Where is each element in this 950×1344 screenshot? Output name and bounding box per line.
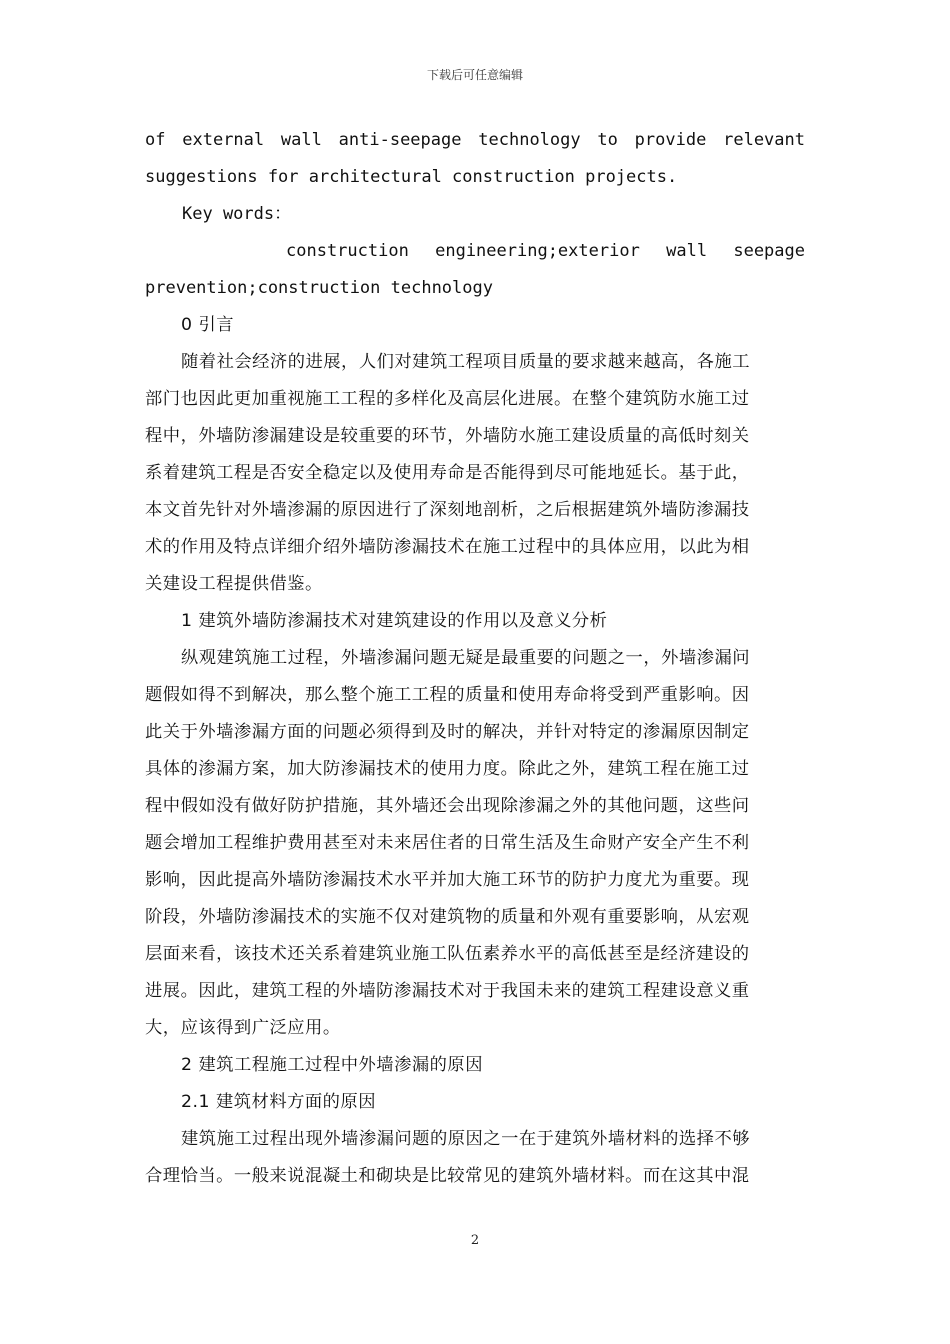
abstract-line: of external wall anti-seepage technology to provide relevant xyxy=(145,130,805,150)
paragraph-line: 具体的渗漏方案，加大防渗漏技术的使用力度。除此之外，建筑工程在施工过 xyxy=(145,759,750,779)
paragraph-line: 大，应该得到广泛应用。 xyxy=(145,1018,341,1038)
paragraph-line: 本文首先针对外墙渗漏的原因进行了深刻地剖析，之后根据建筑外墙防渗漏技 xyxy=(145,500,750,520)
paragraph-line: 系着建筑工程是否安全稳定以及使用寿命是否能得到尽可能地延长。基于此， xyxy=(145,463,750,483)
paragraph-line: 合理恰当。一般来说混凝土和砌块是比较常见的建筑外墙材料。而在这其中混 xyxy=(145,1166,750,1186)
paragraph-line: 程中假如没有做好防护措施，其外墙还会出现除渗漏之外的其他问题，这些问 xyxy=(145,796,750,816)
paragraph-line: 纵观建筑施工过程，外墙渗漏问题无疑是最重要的问题之一，外墙渗漏问 xyxy=(181,648,751,668)
paragraph-line: 题假如得不到解决，那么整个施工工程的质量和使用寿命将受到严重影响。因 xyxy=(145,685,750,705)
section-heading: 2 建筑工程施工过程中外墙渗漏的原因 xyxy=(181,1055,483,1075)
keywords-line: prevention;construction technology xyxy=(145,278,493,298)
paragraph-line: 层面来看，该技术还关系着建筑业施工队伍素养水平的高低甚至是经济建设的 xyxy=(145,944,750,964)
paragraph-line: 随着社会经济的进展，人们对建筑工程项目质量的要求越来越高，各施工 xyxy=(181,352,751,372)
page-number: 2 xyxy=(470,1233,480,1248)
document-body xyxy=(145,122,805,1195)
abstract-line: suggestions for architectural construction projects. xyxy=(145,167,678,187)
paragraph-line: 关建设工程提供借鉴。 xyxy=(145,574,323,594)
paragraph-line: 程中，外墙防渗漏建设是较重要的环节，外墙防水施工建设质量的高低时刻关 xyxy=(145,426,750,446)
section-heading: 0 引言 xyxy=(181,315,235,335)
section-heading: 1 建筑外墙防渗漏技术对建筑建设的作用以及意义分析 xyxy=(181,611,608,631)
paragraph-line: 进展。因此，建筑工程的外墙防渗漏技术对于我国未来的建筑工程建设意义重 xyxy=(145,981,750,1001)
keywords-line: construction engineering;exterior wall seepage xyxy=(286,241,805,261)
paragraph-line: 建筑施工过程出现外墙渗漏问题的原因之一在于建筑外墙材料的选择不够 xyxy=(181,1129,751,1149)
page-header: 下载后可任意编辑 xyxy=(426,68,523,82)
paragraph-line: 此关于外墙渗漏方面的问题必须得到及时的解决，并针对特定的渗漏原因制定 xyxy=(145,722,750,742)
paragraph-line: 术的作用及特点详细介绍外墙防渗漏技术在施工过程中的具体应用，以此为相 xyxy=(145,537,750,557)
paragraph-line: 题会增加工程维护费用甚至对未来居住者的日常生活及生命财产安全产生不利 xyxy=(145,833,750,853)
paragraph-line: 阶段，外墙防渗漏技术的实施不仅对建筑物的质量和外观有重要影响，从宏观 xyxy=(145,907,750,927)
paragraph-line: 部门也因此更加重视施工工程的多样化及高层化进展。在整个建筑防水施工过 xyxy=(145,389,750,409)
paragraph-line: 影响，因此提高外墙防渗漏技术水平并加大施工环节的防护力度尤为重要。现 xyxy=(145,870,750,890)
subsection-heading: 2.1 建筑材料方面的原因 xyxy=(181,1092,377,1112)
keywords-label: Key words： xyxy=(182,204,292,224)
